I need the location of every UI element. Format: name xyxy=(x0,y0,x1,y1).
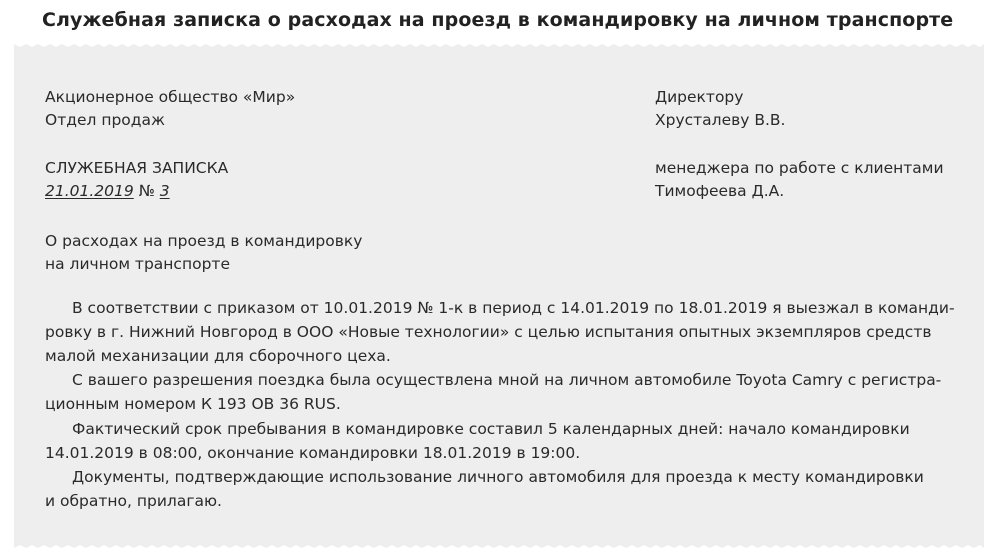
doc-number-sign: № xyxy=(138,182,155,200)
body-line-3: малой механизации для сборочного цеха. xyxy=(45,347,391,365)
subject-line-2: на личном транспорте xyxy=(45,255,230,273)
torn-edge-top xyxy=(14,44,984,52)
header-bar xyxy=(0,0,998,44)
body-line-9: и обратно, прилагаю. xyxy=(45,492,222,510)
recipient-name: Хрусталеву В.В. xyxy=(655,111,786,129)
doc-type: СЛУЖЕБНАЯ ЗАПИСКА xyxy=(45,159,229,177)
sender-position: менеджера по работе с клиентами xyxy=(655,159,944,177)
doc-date-number xyxy=(45,181,170,201)
body-line-8: Документы, подтверждающие использование личного автомобиля для проезда к месту командировки xyxy=(72,468,924,486)
memo-paper xyxy=(14,44,984,548)
doc-number: 3 xyxy=(159,182,170,200)
org-name: Акционерное общество «Мир» xyxy=(45,88,296,106)
subject-line-1: О расходах на проезд в командировку xyxy=(45,232,363,250)
recipient-title: Директору xyxy=(655,88,744,106)
body-line-7: 14.01.2019 в 08:00, окончание командировки 18.01.2019 в 19:00. xyxy=(45,444,581,462)
page-title: Служебная записка о расходах на проезд в командировку на личном транспорте xyxy=(42,9,954,31)
doc-date: 21.01.2019 xyxy=(45,182,134,200)
sender-name: Тимофеева Д.А. xyxy=(655,182,785,200)
body-line-2: ровку в г. Нижний Новгород в ООО «Новые технологии» с целью испытания опытных экземпляров средств xyxy=(45,323,932,341)
body-line-5: ционным номером К 193 ОВ 36 RUS. xyxy=(45,395,341,413)
body-line-1: В соответствии с приказом от 10.01.2019 № 1-к в период с 14.01.2019 по 18.01.2019 я выезжал в команди- xyxy=(72,299,955,317)
torn-edge-bottom xyxy=(14,540,984,548)
body-line-4: С вашего разрешения поездка была осуществлена мной на личном автомобиле Toyota Camry с регистра- xyxy=(72,371,942,389)
body-line-6: Фактический срок пребывания в командировке составил 5 календарных дней: начало командировки xyxy=(72,420,910,438)
department: Отдел продаж xyxy=(45,111,165,129)
